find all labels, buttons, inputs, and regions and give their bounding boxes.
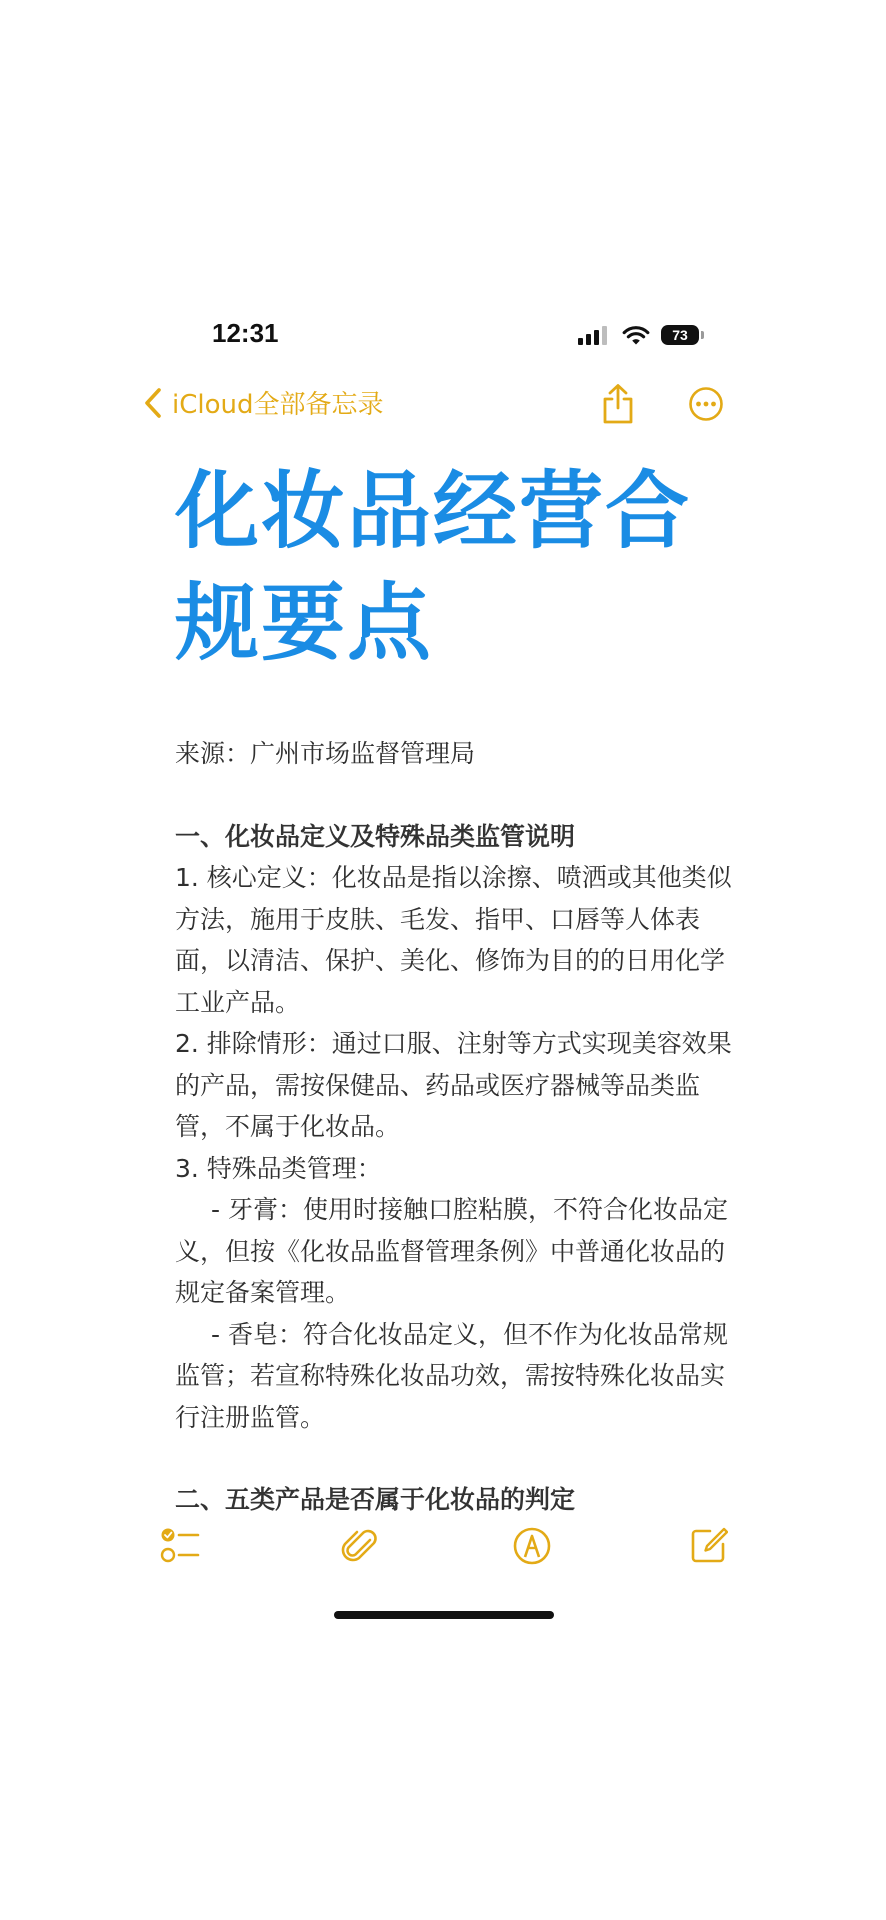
back-button-label: iCloud全部备忘录 [172,390,384,420]
section-2-heading: 二、五类产品是否属于化妆品的判定 [175,1485,576,1514]
ellipsis-circle-icon[interactable] [688,386,724,422]
back-button[interactable] [144,384,384,421]
battery-cap [701,331,704,339]
status-indicators [578,320,704,350]
wifi-icon [621,324,651,346]
blank-line [175,775,735,816]
battery-level: 73 [672,327,688,343]
item-exclusions: 2. 排除情形：通过口服、注射等方式实现美容效果的产品，需按保健品、药品或医疗器械等品类监管，不属于化妆品。 [175,1029,732,1141]
item-special-categories: 3. 特殊品类管理： [175,1153,382,1183]
paperclip-icon[interactable] [340,1526,378,1566]
share-icon[interactable] [600,383,636,425]
markup-pen-icon[interactable] [512,1526,552,1566]
battery-icon [661,325,699,345]
section-1-heading: 一、化妆品定义及特殊品类监管说明 [175,821,576,851]
note-body [175,733,735,1521]
note-title-line-2: 规要点 [175,574,434,672]
compose-icon[interactable] [690,1526,728,1564]
note-source: 来源：广州市场监督管理局 [175,739,476,768]
status-time: 12:31 [212,318,279,348]
blank-line [175,1438,735,1479]
home-indicator[interactable] [334,1611,554,1619]
chevron-left-icon [144,387,162,419]
cellular-signal-icon [578,325,607,345]
note-content[interactable] [175,455,735,1521]
note-title [175,455,735,679]
checklist-icon[interactable] [160,1526,200,1564]
item-core-definition: 1. 核心定义：化妆品是指以涂擦、喷洒或其他类似方法，施用于皮肤、毛发、指甲、口唇等人体表面，以清洁、保护、美化、修饰为目的的日用化学工业产品。 [175,863,732,1017]
sub-item-soap: - 香皂：符合化妆品定义，但不作为化妆品常规监管；若宣称特殊化妆品功效，需按特殊化妆品实行注册监管。 [175,1319,728,1432]
note-title-line-1: 化妆品经营合 [175,462,692,560]
sub-item-toothpaste: - 牙膏：使用时接触口腔粘膜，不符合化妆品定义，但按《化妆品监督管理条例》中普通化妆品的规定备案管理。 [175,1195,728,1307]
